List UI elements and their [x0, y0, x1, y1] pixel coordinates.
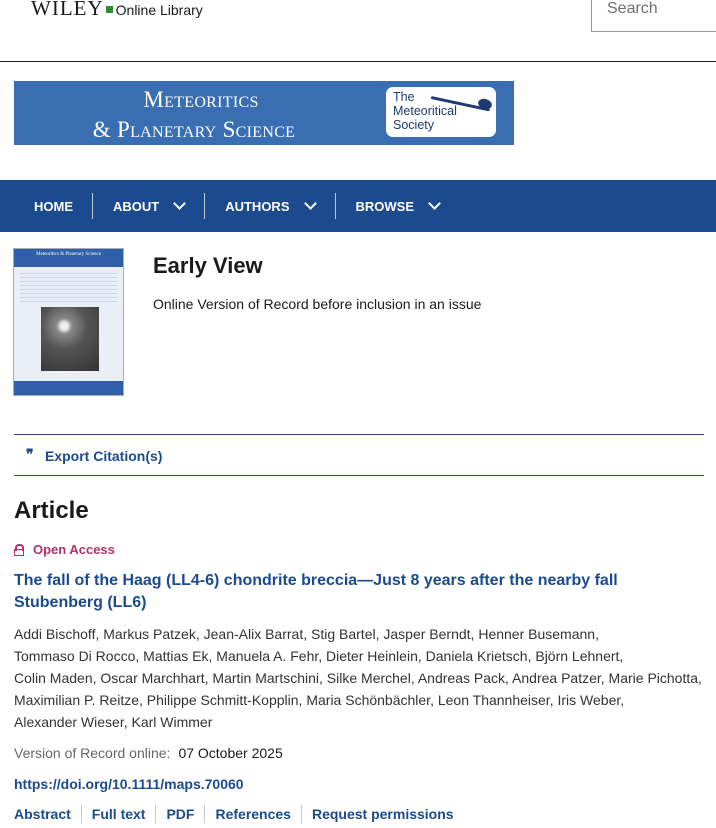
cover-footer [14, 381, 123, 395]
author-separator: , [208, 648, 217, 664]
vor-label: Version of Record online: [14, 745, 171, 761]
journal-cover-image[interactable] [13, 248, 124, 396]
society-name-line2: Meteoritical [393, 104, 457, 118]
author-separator: , [95, 626, 104, 642]
export-citation-link[interactable]: Export Citation(s) [45, 448, 163, 464]
article-link-pdf[interactable]: PDF [155, 805, 204, 823]
doi-link[interactable]: https://doi.org/10.1111/maps.70060 [14, 776, 244, 792]
article-type-heading: Article [14, 497, 89, 524]
author-link[interactable]: Jasper Berndt [383, 626, 471, 642]
author-separator: , [600, 670, 609, 686]
search-input[interactable] [607, 0, 716, 20]
author-link[interactable]: Manuela A. Fehr [216, 648, 319, 664]
chevron-down-icon [304, 197, 317, 210]
author-link[interactable]: Iris Weber [557, 692, 621, 708]
author-link[interactable]: Martin Martschini [212, 670, 320, 686]
author-link[interactable]: Dieter Heinlein [326, 648, 418, 664]
author-link[interactable]: Colin Maden [14, 670, 93, 686]
author-separator: , [619, 648, 624, 664]
nav-about-label: ABOUT [113, 198, 160, 214]
author-separator: , [417, 648, 426, 664]
author-link[interactable]: Björn Lehnert [535, 648, 620, 664]
author-link[interactable]: Jean-Alix Barrat [203, 626, 304, 642]
nav-about[interactable] [92, 193, 204, 219]
logo-online-library-text: Online Library [115, 2, 203, 18]
author-link[interactable]: Oscar Marchhart [100, 670, 205, 686]
author-link[interactable]: Henner Busemann [478, 626, 596, 642]
society-name [393, 90, 457, 132]
chevron-down-icon [428, 197, 441, 210]
article-link-references[interactable]: References [204, 805, 301, 823]
author-separator: , [620, 692, 625, 708]
author-link[interactable]: Silke Merchel [326, 670, 411, 686]
author-separator: , [195, 626, 204, 642]
author-link[interactable]: Markus Patzek [103, 626, 196, 642]
author-separator: , [698, 670, 702, 686]
author-separator: , [92, 670, 101, 686]
author-link[interactable]: Maria Schönbächler [306, 692, 431, 708]
author-separator: , [303, 626, 311, 642]
author-separator: , [595, 626, 599, 642]
cover-header: Meteoritics & Planetary Science [14, 249, 123, 267]
site-header [0, 0, 716, 62]
author-separator: , [123, 714, 132, 730]
author-separator: , [375, 626, 384, 642]
author-separator: , [318, 648, 327, 664]
cover-photo [41, 307, 99, 371]
wiley-logo[interactable] [31, 0, 203, 21]
meteoritical-society-logo[interactable] [386, 87, 496, 137]
author-link[interactable]: Maximilian P. Reitze [14, 692, 140, 708]
author-separator: , [527, 648, 536, 664]
author-separator: , [505, 670, 513, 686]
chevron-down-icon [173, 197, 186, 210]
author-separator: , [204, 670, 213, 686]
author-link[interactable]: Andrea Patzer [512, 670, 601, 686]
author-link[interactable]: Leon Thannheiser [437, 692, 550, 708]
author-link[interactable]: Stig Bartel [311, 626, 376, 642]
nav-browse-label: BROWSE [355, 198, 414, 214]
author-list [14, 623, 709, 733]
issue-title: Early View [153, 253, 263, 278]
export-citation-bar [14, 434, 704, 476]
author-link[interactable]: Karl Wimmer [131, 714, 213, 730]
journal-title [14, 85, 374, 145]
author-link[interactable]: Alexander Wieser [14, 714, 124, 730]
search-box [591, 0, 716, 32]
author-separator: , [139, 692, 147, 708]
author-separator: , [319, 670, 327, 686]
article-link-request-permissions[interactable]: Request permissions [301, 805, 464, 823]
quote-icon: ❞ [26, 448, 34, 463]
article-link-full-text[interactable]: Full text [81, 805, 156, 823]
author-link[interactable]: Daniela Krietsch [425, 648, 528, 664]
journal-title-line2: & Planetary Science [92, 117, 296, 142]
author-separator: , [430, 692, 438, 708]
author-link[interactable]: Andreas Pack [417, 670, 506, 686]
author-link[interactable]: Mattias Ek [143, 648, 209, 664]
open-access-badge [14, 542, 115, 557]
open-lock-icon [14, 544, 24, 556]
journal-banner[interactable] [14, 81, 514, 145]
open-access-label: Open Access [33, 542, 115, 557]
article-title-link[interactable]: The fall of the Haag (LL4-6) chondrite breccia—Just 8 years after the nearby fall Stubenberg (LL6) [14, 572, 618, 611]
nav-home-label: HOME [34, 198, 73, 214]
issue-subtitle: Online Version of Record before inclusion in an issue [153, 296, 482, 312]
author-link[interactable]: Addi Bischoff [14, 626, 96, 642]
author-separator: , [549, 692, 558, 708]
nav-authors[interactable] [204, 193, 334, 219]
nav-authors-label: AUTHORS [225, 198, 290, 214]
article-link-abstract[interactable]: Abstract [14, 806, 71, 822]
author-separator: , [298, 692, 307, 708]
nav-home[interactable] [0, 193, 92, 219]
society-name-line1: The [393, 90, 415, 104]
author-separator: , [470, 626, 479, 642]
vor-date: 07 October 2025 [178, 745, 283, 761]
logo-square-icon [106, 6, 113, 13]
author-link[interactable]: Marie Pichotta [608, 670, 699, 686]
main-nav [0, 180, 716, 232]
journal-title-line1: Meteoritics [143, 87, 259, 112]
author-separator: , [410, 670, 418, 686]
version-of-record [14, 745, 283, 761]
society-name-line3: Society [393, 118, 434, 132]
article-links [14, 805, 464, 823]
author-link[interactable]: Philippe Schmitt-Kopplin [146, 692, 299, 708]
author-separator: , [135, 648, 144, 664]
nav-browse[interactable] [335, 193, 460, 219]
cover-contents [20, 273, 117, 303]
logo-wiley-text: WILEY [31, 0, 104, 20]
author-link[interactable]: Tommaso Di Rocco [14, 648, 136, 664]
